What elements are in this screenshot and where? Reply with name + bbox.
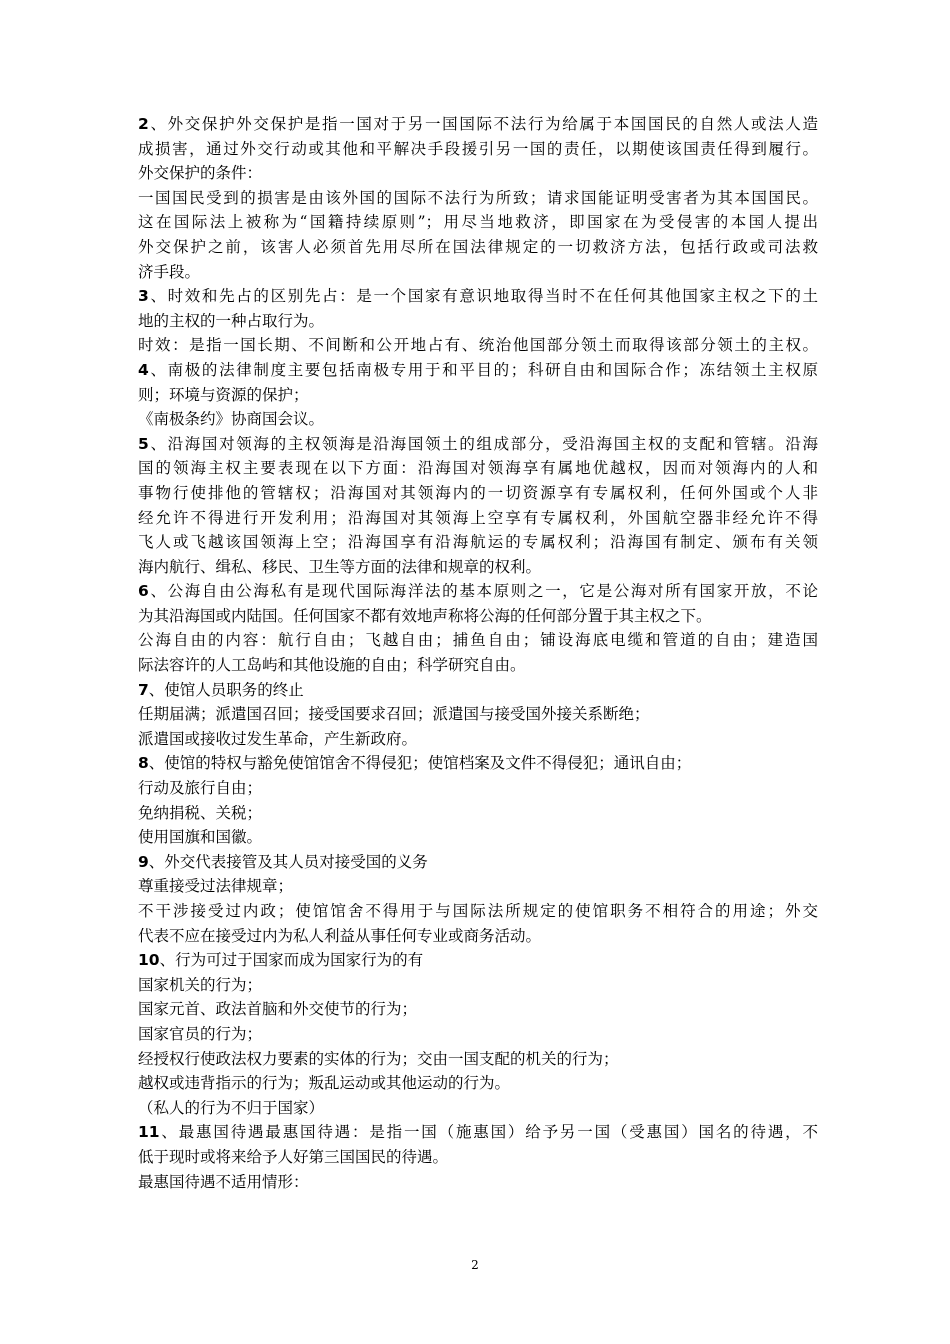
line-text: 经授权行使政法权力要素的实体的行为；交由一国支配的机关的行为； [138,1049,619,1068]
document-body [138,112,818,1194]
line-text: 、外交保护外交保护是指一国对于另一国国际不法行为给属于本国国民的自然人或法人造 [148,115,818,133]
line-text: 为其沿海国或内陆国。任何国家不都有效地声称将公海的任何部分置于其主权之下。 [138,606,712,625]
text-line [138,579,818,604]
text-line [138,997,818,1022]
item-number: 10 [138,951,160,970]
text-line [138,137,818,162]
text-line [138,825,818,850]
line-text: 公海自由的内容：航行自由；飞越自由；捕鱼自由；铺设海底电缆和管道的自由；建造国 [138,631,818,650]
text-line [138,1170,818,1195]
item-number: 6 [138,582,149,601]
line-text: 、公海自由公海私有是现代国际海洋法的基本原则之一，它是公海对所有国家开放，不论 [148,582,818,601]
line-text: 飞人或飞越该国领海上空；沿海国享有沿海航运的专属权利；沿海国有制定、颁布有关领 [138,533,818,552]
line-text: 一国国民受到的损害是由该外国的国际不法行为所致；请求国能证明受害者为其本国国民。 [138,188,818,207]
item-number: 9 [138,852,149,871]
text-line [138,210,818,235]
text-line [138,948,818,973]
line-text: 成损害，通过外交行动或其他和平解决手段援引另一国的责任，以期使该国责任得到履行。 [138,139,818,158]
text-line [138,678,818,703]
text-line [138,383,818,408]
text-line [138,481,818,506]
text-line [138,899,818,924]
item-number: 11 [138,1123,160,1142]
item-number: 7 [138,680,149,699]
text-line [138,1120,818,1145]
text-line [138,653,818,678]
text-line [138,1022,818,1047]
text-line [138,506,818,531]
line-text: 国家元首、政法首脑和外交使节的行为； [138,1000,418,1019]
text-line [138,456,818,481]
line-text: 、使馆的特权与豁免使馆馆舍不得侵犯；使馆档案及文件不得侵犯；通讯自由； [148,754,692,773]
line-text: 地的主权的一种占取行为。 [138,311,325,330]
line-text: 最惠国待遇不适用情形： [138,1172,309,1191]
line-text: 不干涉接受过内政；使馆馆舍不得用于与国际法所规定的使馆职务不相符合的用途；外交 [138,902,818,920]
item-number: 8 [138,754,149,773]
text-line [138,924,818,949]
line-text: 外交保护之前，该害人必须首先用尽所在国法律规定的一切救济方法，包括行政或司法救 [138,237,818,256]
line-text: 事物行使排他的管辖权；沿海国对其领海内的一切资源享有专属权利，任何外国或个人非 [138,483,818,502]
line-text: 、沿海国对领海的主权领海是沿海国领土的组成部分，受沿海国主权的支配和管辖。沿海 [148,434,818,453]
line-text: 行动及旅行自由； [138,779,263,798]
text-line [138,874,818,899]
text-line [138,186,818,211]
text-line [138,161,818,186]
text-line [138,358,818,383]
text-line [138,530,818,555]
text-line [138,333,818,358]
line-text: 免纳捐税、关税； [138,803,263,822]
line-text: 国的领海主权主要表现在以下方面：沿海国对领海享有属地优越权，因而对领海内的人和 [138,459,818,478]
line-text: 、最惠国待遇最惠国待遇：是指一国（施惠国）给予另一国（受惠国）国名的待遇，不 [159,1123,818,1142]
text-line [138,309,818,334]
line-text: 、时效和先占的区别先占：是一个国家有意识地取得当时不在任何其他国家主权之下的土 [148,287,818,306]
text-line [138,407,818,432]
text-line [138,702,818,727]
text-line [138,801,818,826]
text-line [138,850,818,875]
item-number: 3 [138,287,149,306]
line-text: 外交保护的条件： [138,164,263,183]
text-line [138,1071,818,1096]
text-line [138,235,818,260]
text-line [138,555,818,580]
line-text: 派遣国或接收过发生革命，产生新政府。 [138,729,418,748]
item-number: 5 [138,434,149,453]
text-line [138,1145,818,1170]
text-line [138,284,818,309]
line-text: 低于现时或将来给予人好第三国国民的待遇。 [138,1147,449,1166]
line-text: 尊重接受过法律规章； [138,877,294,896]
line-text: 国家机关的行为； [138,975,263,994]
text-line [138,432,818,457]
line-text: 、行为可过于国家而成为国家行为的有 [159,951,424,970]
line-text: 国家官员的行为； [138,1024,263,1043]
text-line [138,112,818,137]
line-text: 使用国旗和国徽。 [138,828,263,847]
line-text: 越权或违背指示的行为；叛乱运动或其他运动的行为。 [138,1074,511,1093]
line-text: 经允许不得进行开发利用；沿海国对其领海上空享有专属权利，外国航空器非经允许不得 [138,508,818,527]
line-text: 则；环境与资源的保护； [138,385,309,404]
line-text: 济手段。 [138,262,201,281]
line-text: 时效：是指一国长期、不间断和公开地占有、统治他国部分领土而取得该部分领土的主权。 [138,336,818,355]
line-text: （私人的行为不归于国家） [138,1098,325,1117]
text-line [138,776,818,801]
item-number: 4 [138,360,149,379]
page-number: 2 [471,1258,479,1272]
line-text: 代表不应在接受过内为私人利益从事任何专业或商务活动。 [138,926,542,945]
line-text: 际法容许的人工岛屿和其他设施的自由；科学研究自由。 [138,656,526,675]
line-text: 海内航行、缉私、移民、卫生等方面的法律和规章的权利。 [138,557,542,576]
text-line [138,604,818,629]
line-text: 、使馆人员职务的终止 [148,680,304,699]
line-text: 这在国际法上被称为“国籍持续原则”；用尽当地救济，即国家在为受侵害的本国人提出 [138,213,818,232]
text-line [138,751,818,776]
line-text: 、外交代表接管及其人员对接受国的义务 [148,852,428,871]
line-text: 《南极条约》协商国会议。 [138,410,325,429]
text-line [138,727,818,752]
item-number: 2 [138,115,149,133]
text-line [138,973,818,998]
line-text: 、南极的法律制度主要包括南极专用于和平目的；科研自由和国际合作；冻结领土主权原 [148,360,818,379]
text-line [138,628,818,653]
text-line [138,1096,818,1121]
text-line [138,1047,818,1072]
line-text: 任期届满；派遣国召回；接受国要求召回；派遣国与接受国外接关系断绝； [138,705,650,724]
text-line [138,260,818,285]
